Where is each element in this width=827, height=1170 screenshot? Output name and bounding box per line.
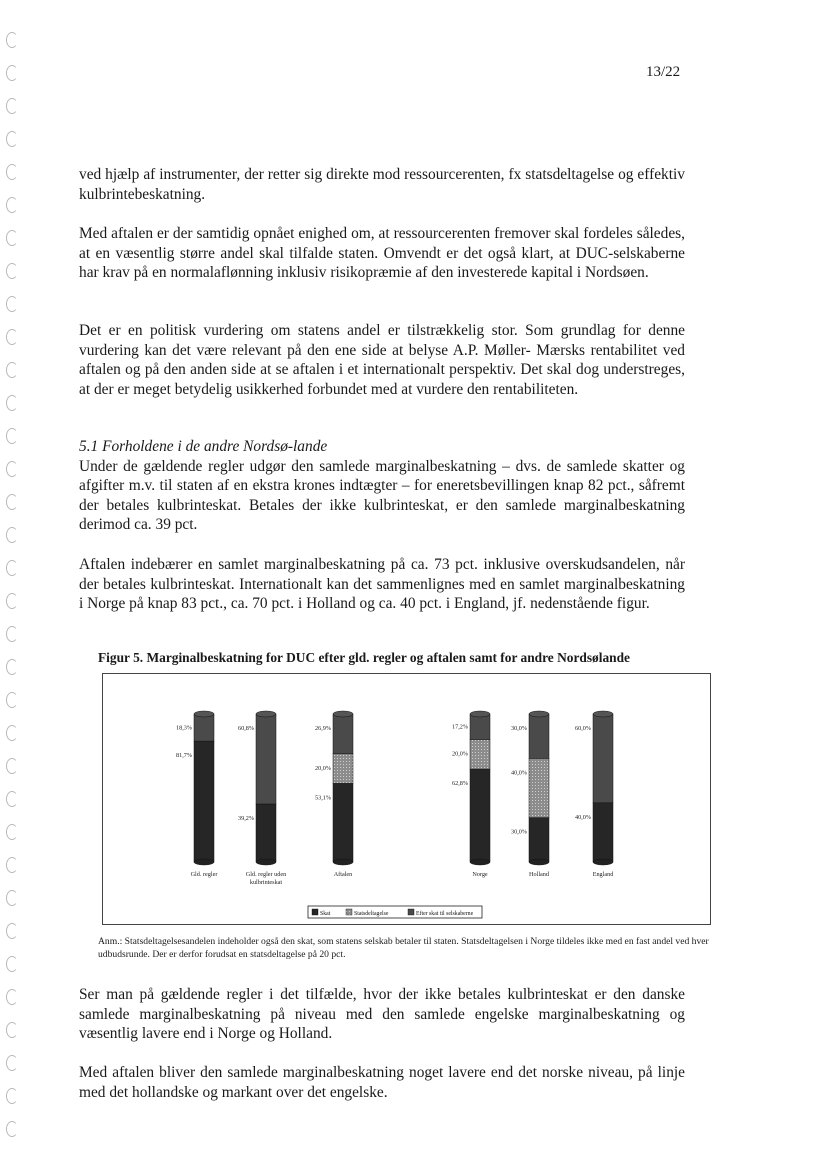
figure-note: Anm.: Statsdeltagelsesandelen indeholder også den skat, som statens selskab betaler til staten. Statsdeltagelsen i Norge tildeles ikke med en fast andel ved hver udbudsrunde. Der er derfor forudsat en statsdeltagelse på 20 pct. — [98, 936, 709, 960]
bar-top-cap — [194, 711, 214, 717]
bar-top-cap — [256, 711, 276, 717]
binder-hole — [6, 527, 18, 543]
data-label: 20,0% — [452, 750, 468, 758]
binder-hole — [6, 1022, 18, 1038]
binder-hole — [6, 593, 18, 609]
binder-hole — [6, 32, 18, 48]
binder-hole — [6, 428, 18, 444]
binder-hole — [6, 626, 18, 642]
legend-swatch — [312, 909, 318, 915]
data-label: 17,2% — [452, 723, 468, 731]
binder-holes — [0, 0, 30, 1170]
bar-statsdeltagelse — [333, 754, 353, 784]
section-body: Under de gældende regler udgør den samlede marginalbeskatning – dvs. de samlede skatter og afgifter m.v. til staten af en ekstra krones indtægter – for eneretsbevillingen knap 82 pct., såfremt der betales kulbrinteskat. Betales der ikke kulbrinteskat, er den samlede marginalbeskatning derimod ca. 39 pct. — [79, 457, 685, 534]
legend-swatch — [346, 909, 352, 915]
paragraph-2: Med aftalen er der samtidig opnået enighed om, at ressourcerenten fremover skal fordeles således, at en væsentlig større andel skal tilfalde staten. Omvendt er det også klart, at DUC-selskaberne har krav på en normalaflønning inklusiv risikopræmie af den investerede kapital i Nordsøen. — [79, 225, 685, 282]
closing-paragraph-2: Med aftalen bliver den samlede marginalbeskatning noget lavere end det norske niveau, på linje med det hollandske og markant over det engelske. — [79, 1064, 685, 1101]
bar-top-cap — [470, 711, 490, 717]
binder-hole — [6, 131, 18, 147]
paragraph-3: Det er en politisk vurdering om statens andel er tilstrækkelig stor. Som grundlag for denne vurdering kan det være relevant på den ene side at belyse A.P. Møller- Mærsks rentabilitet ved aftalen og på den anden side at se aftalen i et internationalt perspektiv. Det skal dog understreges, at der er meget betydelig usikkerhed forbundet med at vurdere den rentabiliteten. — [79, 322, 685, 398]
paragraph-1: ved hjælp af instrumenter, der retter sig direkte mod ressourcerenten, fx statsdeltagelse og effektiv kulbrintebeskatning. — [79, 166, 685, 203]
figure-frame — [102, 673, 711, 925]
data-label: 30,0% — [511, 725, 527, 732]
data-label: 30,0% — [511, 828, 527, 836]
bar-efter-skat-til-selskaberne — [529, 714, 549, 758]
data-label: 20,0% — [315, 764, 331, 772]
data-label: 60,0% — [575, 725, 591, 732]
binder-hole — [6, 659, 18, 675]
bar-efter-skat-til-selskaberne — [333, 714, 353, 754]
bar-bottom-cap — [593, 859, 613, 865]
data-label: 40,0% — [575, 813, 591, 821]
bar-bottom-cap — [529, 859, 549, 865]
paragraph-aftalen: Aftalen indebærer en samlet marginalbeskatning på ca. 73 pct. inklusive overskudsandelen, når der betales kulbrinteskat. Internationalt kan det sammenlignes med en samlet marginalbeskatning i Norge på knap 83 pct., ca. 70 pct. i Holland og ca. 40 pct. i England, jf. nedenstående figur. — [79, 556, 685, 613]
bar-efter-skat-til-selskaberne — [470, 714, 490, 739]
stacked-bar-chart — [103, 674, 712, 926]
section-5-1 — [79, 437, 685, 535]
bar-skat — [256, 804, 276, 862]
bar-top-cap — [333, 711, 353, 717]
category-label: kulbrinteskat — [249, 879, 283, 886]
binder-hole — [6, 329, 18, 345]
binder-hole — [6, 263, 18, 279]
binder-hole — [6, 98, 18, 114]
bar-skat — [194, 741, 214, 862]
binder-hole — [6, 65, 18, 81]
binder-hole — [6, 824, 18, 840]
binder-hole — [6, 956, 18, 972]
data-label: 18,3% — [176, 724, 192, 732]
binder-hole — [6, 296, 18, 312]
binder-hole — [6, 362, 18, 378]
bar-skat — [529, 818, 549, 862]
data-label: 53,1% — [315, 794, 331, 802]
binder-hole — [6, 923, 18, 939]
category-label: Holland — [529, 871, 549, 878]
bar-statsdeltagelse — [470, 739, 490, 769]
category-label: England — [592, 871, 614, 878]
bar-skat — [333, 783, 353, 862]
data-label: 40,0% — [511, 769, 527, 777]
binder-hole — [6, 791, 18, 807]
bar-efter-skat-til-selskaberne — [256, 714, 276, 804]
binder-hole — [6, 395, 18, 411]
bar-bottom-cap — [470, 859, 490, 865]
bar-bottom-cap — [194, 859, 214, 865]
category-label: Gld. regler — [190, 871, 218, 878]
binder-hole — [6, 725, 18, 741]
binder-hole — [6, 197, 18, 213]
bar-top-cap — [529, 711, 549, 717]
bar-statsdeltagelse — [529, 758, 549, 817]
binder-hole — [6, 890, 18, 906]
binder-hole — [6, 230, 18, 246]
legend-label: Statsdeltagelse — [354, 911, 389, 917]
bar-bottom-cap — [256, 859, 276, 865]
binder-hole — [6, 857, 18, 873]
category-label: Norge — [472, 871, 488, 878]
data-label: 39,2% — [238, 814, 254, 822]
legend-swatch — [408, 909, 414, 915]
page-number: 13/22 — [646, 64, 681, 80]
binder-hole — [6, 164, 18, 180]
bar-skat — [593, 803, 613, 862]
binder-hole — [6, 989, 18, 1005]
binder-hole — [6, 1121, 18, 1137]
binder-hole — [6, 1088, 18, 1104]
data-label: 62,8% — [452, 780, 468, 788]
category-label: Gld. regler uden — [245, 871, 287, 878]
legend-label: Efter skat til selskaberne — [416, 911, 474, 917]
figure-title: Figur 5. Marginalbeskatning for DUC efter gld. regler og aftalen samt for andre Nordsølande — [98, 650, 631, 665]
binder-hole — [6, 494, 18, 510]
binder-hole — [6, 560, 18, 576]
closing-paragraph-1: Ser man på gældende regler i det tilfælde, hvor der ikke betales kulbrinteskat er den danske samlede marginalbeskatning på niveau med den samlede engelske marginalbeskatning og væsentlig lavere end i Norge og Holland. — [79, 986, 685, 1043]
bar-efter-skat-til-selskaberne — [593, 714, 613, 803]
bar-top-cap — [593, 711, 613, 717]
binder-hole — [6, 692, 18, 708]
binder-hole — [6, 758, 18, 774]
section-heading: 5.1 Forholdene i de andre Nordsø-lande — [79, 438, 328, 455]
binder-hole — [6, 1055, 18, 1071]
legend-label: Skat — [320, 911, 331, 917]
binder-hole — [6, 461, 18, 477]
data-label: 26,9% — [315, 725, 331, 732]
category-label: Aftalen — [333, 871, 353, 878]
data-label: 81,7% — [176, 752, 192, 760]
data-label: 60,8% — [238, 725, 254, 732]
bar-efter-skat-til-selskaberne — [194, 714, 214, 741]
bar-bottom-cap — [333, 859, 353, 865]
bar-skat — [470, 769, 490, 862]
